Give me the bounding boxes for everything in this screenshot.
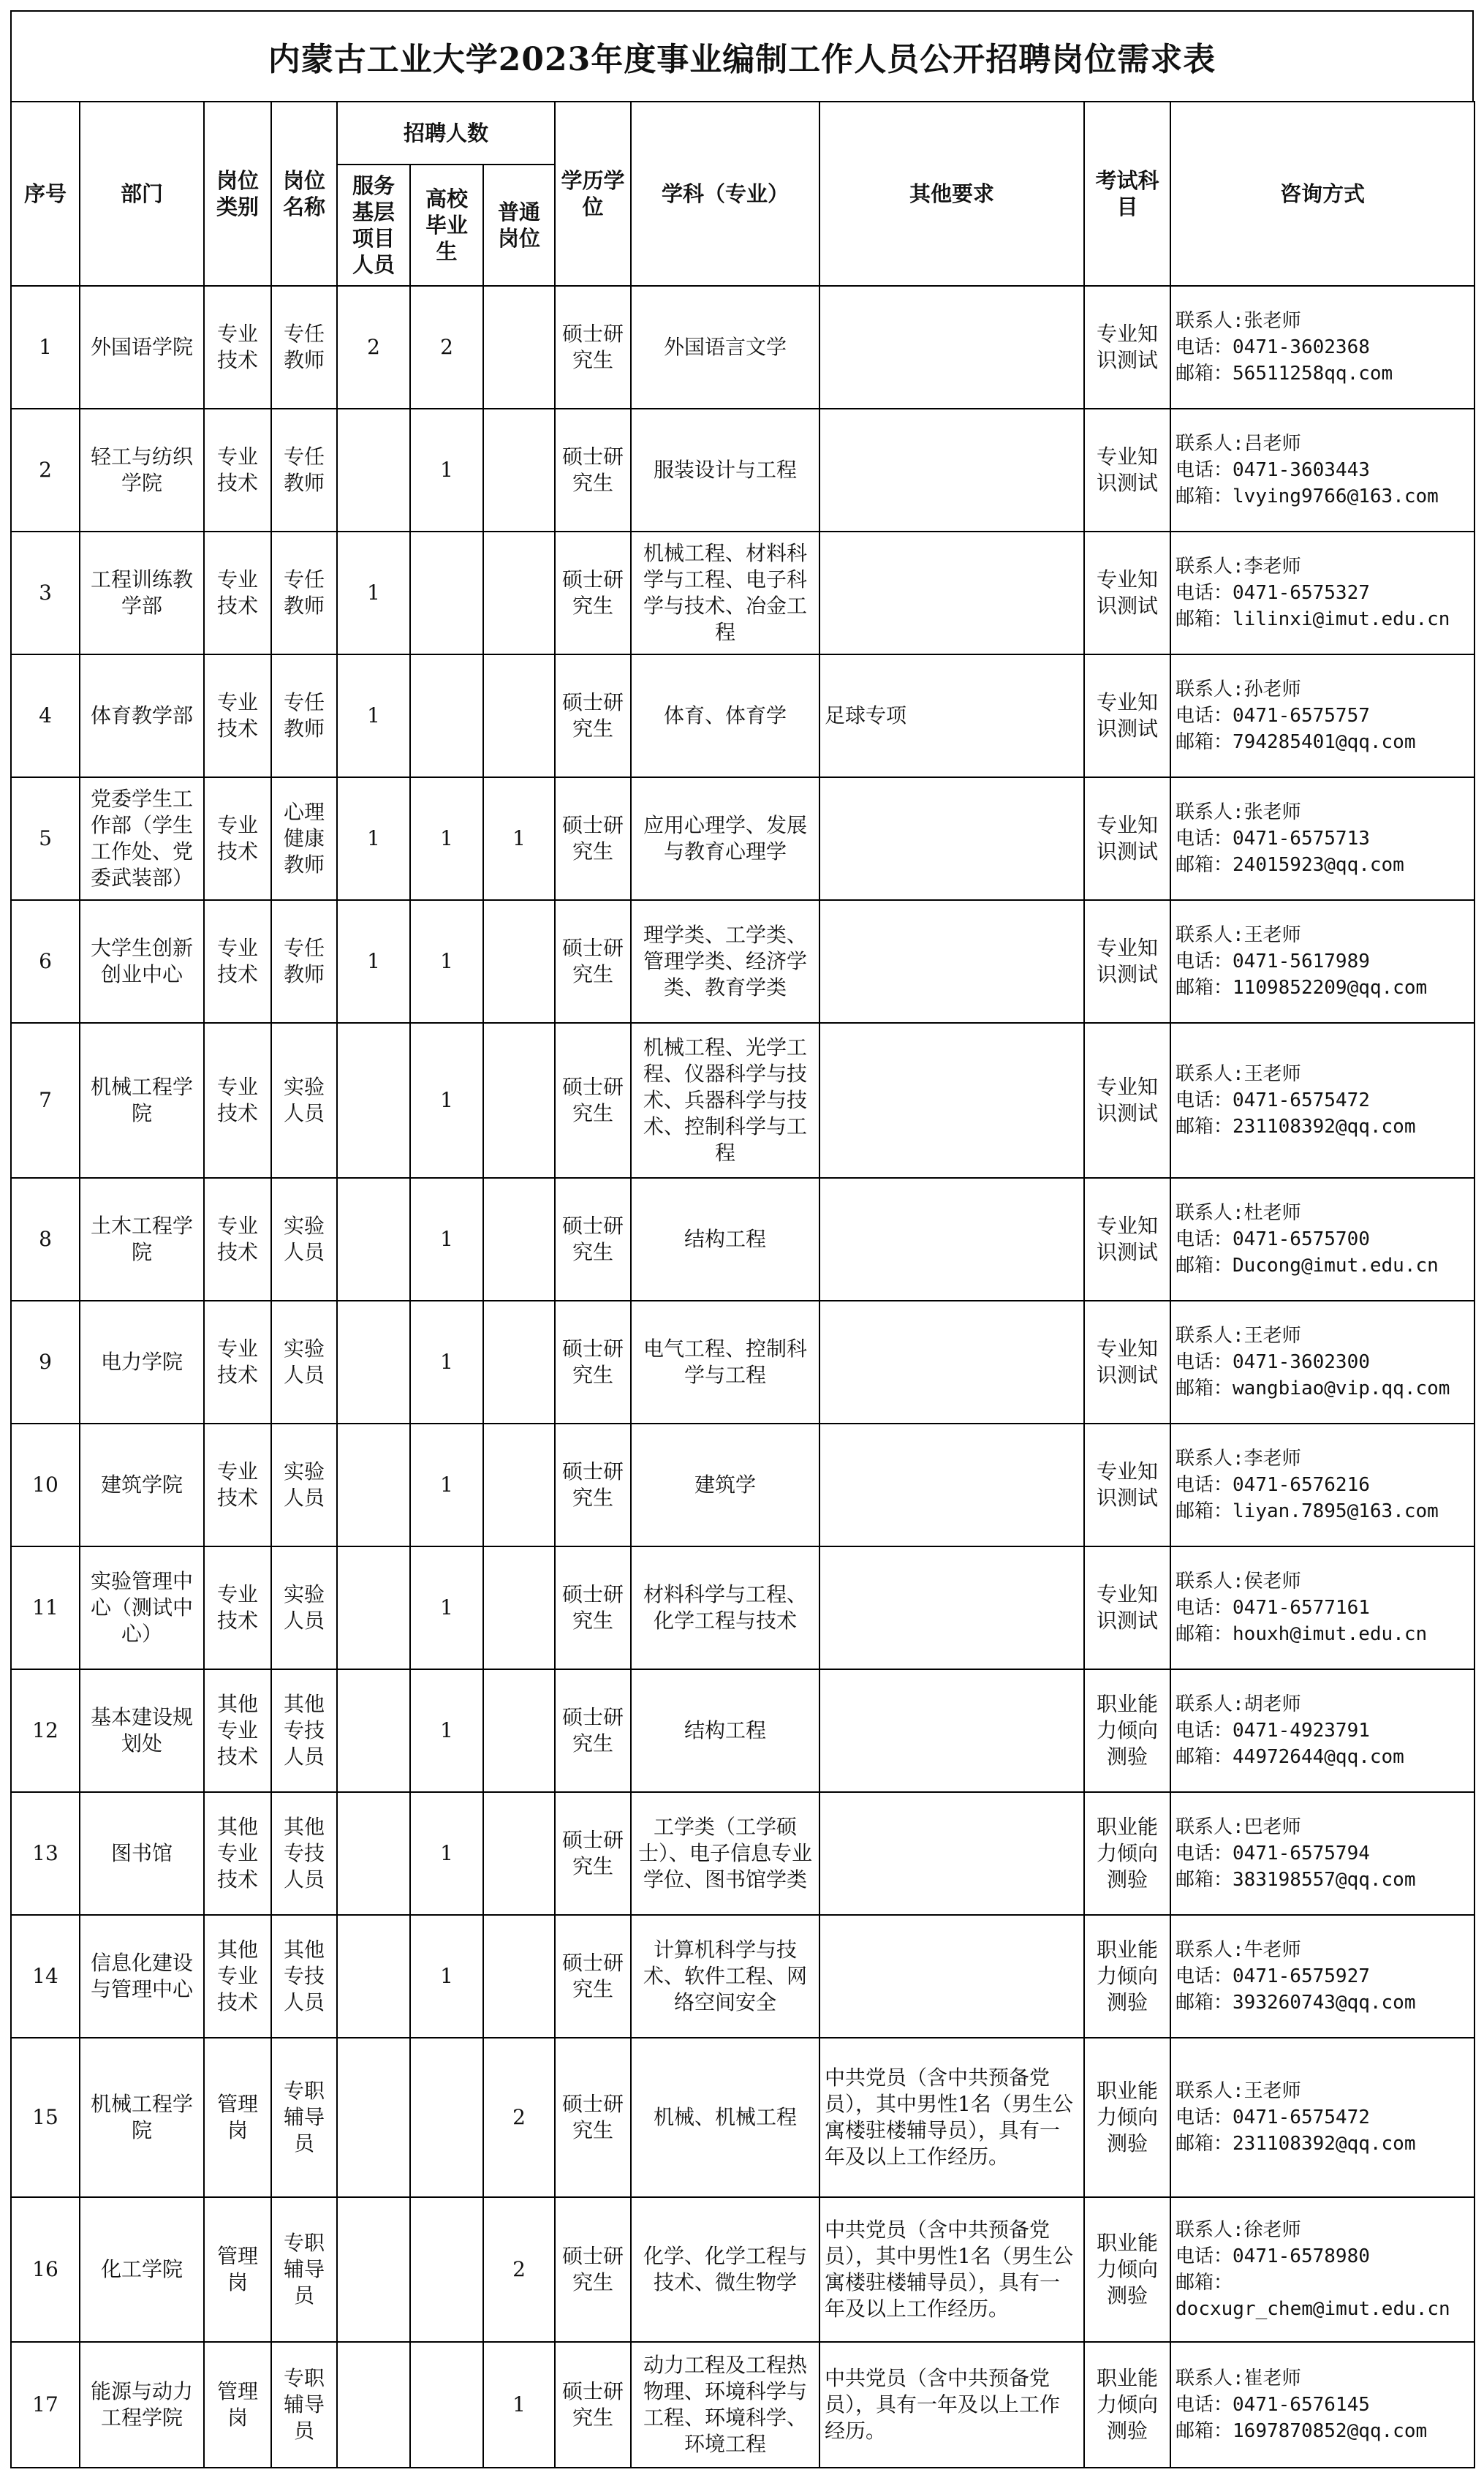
- table-row: [11, 1301, 1474, 1424]
- cell-service: [337, 1178, 410, 1301]
- header-recruit: 招聘人数: [337, 102, 555, 165]
- cell-general: [483, 1178, 555, 1301]
- cell-exam: 专业知识测试: [1084, 532, 1170, 654]
- cell-seq: 17: [11, 2342, 80, 2468]
- cell-grad: [410, 2342, 483, 2468]
- cell-dept: 机械工程学院: [80, 2038, 204, 2197]
- cell-degree: 硕士研究生: [555, 409, 631, 532]
- cell-grad: 1: [410, 1178, 483, 1301]
- cell-general: [483, 654, 555, 777]
- cell-general: 1: [483, 777, 555, 900]
- table-row: [11, 1023, 1474, 1178]
- cell-seq: 5: [11, 777, 80, 900]
- cell-major: 电气工程、控制科学与工程: [631, 1301, 819, 1424]
- cell-category: 其他专业技术: [204, 1915, 271, 2038]
- contact-line: 邮箱：1697870852@qq.com: [1176, 2420, 1428, 2442]
- table-row: [11, 1792, 1474, 1915]
- cell-other: [819, 409, 1084, 532]
- contact-line: 电话：0471-6575327: [1176, 582, 1370, 604]
- cell-seq: 8: [11, 1178, 80, 1301]
- cell-position: 其他专技人员: [271, 1792, 337, 1915]
- cell-grad: 1: [410, 1915, 483, 2038]
- contact-line: 电话：0471-6575472: [1176, 2106, 1370, 2128]
- cell-other: [819, 777, 1084, 900]
- cell-degree: 硕士研究生: [555, 2038, 631, 2197]
- cell-category: 管理岗: [204, 2342, 271, 2468]
- cell-dept: 基本建设规划处: [80, 1669, 204, 1792]
- header-dept: 部门: [80, 102, 204, 286]
- contact-line: 联系人:崔老师: [1176, 2368, 1301, 2389]
- cell-exam: 专业知识测试: [1084, 1023, 1170, 1178]
- contact-line: 电话：0471-6575700: [1176, 1228, 1370, 1250]
- table-row: [11, 654, 1474, 777]
- cell-exam: 职业能力倾向测验: [1084, 1792, 1170, 1915]
- contact-line: 联系人:张老师: [1176, 801, 1301, 823]
- table-row: [11, 286, 1474, 409]
- cell-general: [483, 1424, 555, 1546]
- contact-line: 邮箱：lilinxi@imut.edu.cn: [1176, 608, 1450, 630]
- contact-line: 邮箱：24015923@qq.com: [1176, 854, 1404, 876]
- cell-position: 其他专技人员: [271, 1669, 337, 1792]
- cell-other: [819, 1424, 1084, 1546]
- sheet-title: 内蒙古工业大学2023年度事业编制工作人员公开招聘岗位需求表: [10, 10, 1474, 101]
- cell-other: [819, 1178, 1084, 1301]
- contact-line: 邮箱：383198557@qq.com: [1176, 1869, 1416, 1891]
- cell-major: 结构工程: [631, 1669, 819, 1792]
- cell-grad: [410, 2197, 483, 2342]
- contact-line: 联系人:巴老师: [1176, 1816, 1301, 1838]
- cell-category: 专业技术: [204, 777, 271, 900]
- cell-major: 应用心理学、发展与教育心理学: [631, 777, 819, 900]
- contact-line: 电话：0471-6575927: [1176, 1965, 1370, 1987]
- cell-contact: [1170, 1178, 1474, 1301]
- cell-contact: [1170, 654, 1474, 777]
- cell-degree: 硕士研究生: [555, 1915, 631, 2038]
- header-position: 岗位名称: [271, 102, 337, 286]
- cell-general: [483, 1915, 555, 2038]
- cell-exam: 专业知识测试: [1084, 654, 1170, 777]
- cell-seq: 2: [11, 409, 80, 532]
- cell-exam: 专业知识测试: [1084, 1301, 1170, 1424]
- cell-position: 其他专技人员: [271, 1915, 337, 2038]
- cell-grad: 2: [410, 286, 483, 409]
- cell-dept: 土木工程学院: [80, 1178, 204, 1301]
- header-other: 其他要求: [819, 102, 1084, 286]
- header-degree: 学历学位: [555, 102, 631, 286]
- cell-contact: [1170, 1792, 1474, 1915]
- cell-exam: 职业能力倾向测验: [1084, 1915, 1170, 2038]
- cell-position: 专职辅导员: [271, 2342, 337, 2468]
- cell-exam: 专业知识测试: [1084, 777, 1170, 900]
- cell-category: 专业技术: [204, 286, 271, 409]
- contact-line: 电话：0471-3602368: [1176, 336, 1370, 358]
- cell-other: [819, 532, 1084, 654]
- contact-line: 邮箱：393260743@qq.com: [1176, 1992, 1416, 2014]
- cell-other: [819, 1023, 1084, 1178]
- cell-major: 外国语言文学: [631, 286, 819, 409]
- recruitment-table: [10, 101, 1475, 2468]
- table-row: [11, 1915, 1474, 2038]
- cell-category: 其他专业技术: [204, 1792, 271, 1915]
- contact-line: 电话：0471-6575713: [1176, 828, 1370, 850]
- header-contact: 咨询方式: [1170, 102, 1474, 286]
- cell-contact: [1170, 2038, 1474, 2197]
- cell-contact: [1170, 2342, 1474, 2468]
- contact-line: 电话：0471-6576216: [1176, 1474, 1370, 1496]
- cell-dept: 党委学生工作部（学生工作处、党委武装部）: [80, 777, 204, 900]
- cell-grad: 1: [410, 1424, 483, 1546]
- cell-dept: 机械工程学院: [80, 1023, 204, 1178]
- contact-line: 电话：0471-6575472: [1176, 1089, 1370, 1111]
- cell-category: 其他专业技术: [204, 1669, 271, 1792]
- cell-position: 实验人员: [271, 1424, 337, 1546]
- cell-grad: 1: [410, 1792, 483, 1915]
- cell-position: 专任教师: [271, 654, 337, 777]
- cell-seq: 11: [11, 1546, 80, 1669]
- cell-category: 专业技术: [204, 409, 271, 532]
- cell-position: 专任教师: [271, 409, 337, 532]
- cell-major: 理学类、工学类、管理学类、经济学类、教育学类: [631, 900, 819, 1023]
- table-row: [11, 1669, 1474, 1792]
- cell-seq: 1: [11, 286, 80, 409]
- cell-grad: 1: [410, 1301, 483, 1424]
- cell-seq: 4: [11, 654, 80, 777]
- cell-dept: 建筑学院: [80, 1424, 204, 1546]
- contact-line: 电话：0471-6577161: [1176, 1597, 1370, 1619]
- cell-degree: 硕士研究生: [555, 1178, 631, 1301]
- table-row: [11, 1424, 1474, 1546]
- cell-major: 化学、化学工程与技术、微生物学: [631, 2197, 819, 2342]
- cell-general: [483, 286, 555, 409]
- cell-degree: 硕士研究生: [555, 1301, 631, 1424]
- header-recruit-grad: 高校毕业生: [410, 165, 483, 286]
- cell-dept: 图书馆: [80, 1792, 204, 1915]
- contact-line: 邮箱：231108392@qq.com: [1176, 2133, 1416, 2155]
- cell-category: 专业技术: [204, 1546, 271, 1669]
- cell-category: 专业技术: [204, 1178, 271, 1301]
- table-row: [11, 777, 1474, 900]
- header-recruit-general: 普通岗位: [483, 165, 555, 286]
- cell-degree: 硕士研究生: [555, 654, 631, 777]
- contact-line: 联系人:孙老师: [1176, 679, 1301, 700]
- cell-seq: 10: [11, 1424, 80, 1546]
- contact-line: 邮箱：44972644@qq.com: [1176, 1746, 1404, 1768]
- cell-exam: 职业能力倾向测验: [1084, 1669, 1170, 1792]
- cell-major: 计算机科学与技术、软件工程、网络空间安全: [631, 1915, 819, 2038]
- cell-service: [337, 2038, 410, 2197]
- cell-category: 专业技术: [204, 1023, 271, 1178]
- cell-degree: 硕士研究生: [555, 1424, 631, 1546]
- cell-general: 2: [483, 2038, 555, 2197]
- cell-service: [337, 1023, 410, 1178]
- cell-other: 中共党员（含中共预备党员），其中男性1名（男生公寓楼驻楼辅导员），具有一年及以上工作经历。: [819, 2038, 1084, 2197]
- contact-line: 电话：0471-3602300: [1176, 1351, 1370, 1373]
- cell-other: [819, 286, 1084, 409]
- cell-grad: 1: [410, 1669, 483, 1792]
- cell-exam: 专业知识测试: [1084, 409, 1170, 532]
- cell-contact: [1170, 777, 1474, 900]
- cell-exam: 职业能力倾向测验: [1084, 2197, 1170, 2342]
- table-row: [11, 532, 1474, 654]
- cell-general: [483, 900, 555, 1023]
- contact-line: 联系人:侯老师: [1176, 1571, 1301, 1592]
- cell-service: [337, 1424, 410, 1546]
- cell-category: 专业技术: [204, 1301, 271, 1424]
- cell-major: 服装设计与工程: [631, 409, 819, 532]
- contact-line: 联系人:张老师: [1176, 310, 1301, 332]
- cell-seq: 9: [11, 1301, 80, 1424]
- cell-position: 实验人员: [271, 1546, 337, 1669]
- table-row: [11, 2197, 1474, 2342]
- cell-general: [483, 1669, 555, 1792]
- cell-service: [337, 1915, 410, 2038]
- contact-line: 电话：0471-3603443: [1176, 459, 1370, 481]
- cell-general: [483, 1546, 555, 1669]
- contact-line: 电话：0471-6576145: [1176, 2394, 1370, 2416]
- cell-degree: 硕士研究生: [555, 1546, 631, 1669]
- cell-dept: 体育教学部: [80, 654, 204, 777]
- cell-general: [483, 1792, 555, 1915]
- contact-line: 邮箱：56511258qq.com: [1176, 363, 1393, 385]
- cell-major: 体育、体育学: [631, 654, 819, 777]
- cell-exam: 专业知识测试: [1084, 900, 1170, 1023]
- contact-line: 电话：0471-6578980: [1176, 2245, 1370, 2267]
- cell-contact: [1170, 1669, 1474, 1792]
- cell-other: [819, 1792, 1084, 1915]
- cell-general: [483, 1023, 555, 1178]
- contact-line: 电话：0471-6575757: [1176, 705, 1370, 727]
- cell-dept: 能源与动力工程学院: [80, 2342, 204, 2468]
- cell-position: 实验人员: [271, 1023, 337, 1178]
- cell-position: 专任教师: [271, 532, 337, 654]
- cell-exam: 专业知识测试: [1084, 1546, 1170, 1669]
- contact-line: 联系人:王老师: [1176, 924, 1301, 946]
- contact-line: 联系人:李老师: [1176, 1448, 1301, 1470]
- cell-service: [337, 1669, 410, 1792]
- cell-dept: 信息化建设与管理中心: [80, 1915, 204, 2038]
- table-row: [11, 2038, 1474, 2197]
- cell-grad: [410, 2038, 483, 2197]
- cell-grad: 1: [410, 1546, 483, 1669]
- table-row: [11, 1546, 1474, 1669]
- cell-seq: 7: [11, 1023, 80, 1178]
- cell-grad: 1: [410, 1023, 483, 1178]
- cell-contact: [1170, 1424, 1474, 1546]
- cell-major: 机械、机械工程: [631, 2038, 819, 2197]
- cell-degree: 硕士研究生: [555, 900, 631, 1023]
- cell-service: 1: [337, 532, 410, 654]
- cell-service: [337, 1301, 410, 1424]
- cell-seq: 12: [11, 1669, 80, 1792]
- cell-dept: 工程训练教学部: [80, 532, 204, 654]
- cell-service: [337, 1792, 410, 1915]
- cell-exam: 专业知识测试: [1084, 286, 1170, 409]
- cell-seq: 3: [11, 532, 80, 654]
- cell-grad: 1: [410, 900, 483, 1023]
- cell-position: 专职辅导员: [271, 2038, 337, 2197]
- cell-dept: 大学生创新创业中心: [80, 900, 204, 1023]
- cell-major: 机械工程、材料科学与工程、电子科学与技术、冶金工程: [631, 532, 819, 654]
- cell-dept: 实验管理中心（测试中心）: [80, 1546, 204, 1669]
- cell-position: 专任教师: [271, 900, 337, 1023]
- header-recruit-service: 服务基层项目人员: [337, 165, 410, 286]
- contact-line: 邮箱：wangbiao@vip.qq.com: [1176, 1378, 1450, 1399]
- contact-line: 联系人:吕老师: [1176, 433, 1301, 455]
- table-row: [11, 409, 1474, 532]
- cell-degree: 硕士研究生: [555, 1669, 631, 1792]
- contact-line: 电话：0471-5617989: [1176, 951, 1370, 972]
- cell-dept: 电力学院: [80, 1301, 204, 1424]
- cell-other: 中共党员（含中共预备党员），其中男性1名（男生公寓楼驻楼辅导员），具有一年及以上工作经历。: [819, 2197, 1084, 2342]
- cell-contact: [1170, 409, 1474, 532]
- contact-line: 联系人:牛老师: [1176, 1939, 1301, 1961]
- table-row: [11, 1178, 1474, 1301]
- cell-general: [483, 532, 555, 654]
- contact-line: docxugr_chem@imut.edu.cn: [1176, 2298, 1450, 2320]
- cell-general: [483, 1301, 555, 1424]
- cell-service: [337, 2197, 410, 2342]
- cell-seq: 15: [11, 2038, 80, 2197]
- contact-line: 电话：0471-4923791: [1176, 1720, 1370, 1742]
- cell-degree: 硕士研究生: [555, 2342, 631, 2468]
- contact-line: 联系人:李老师: [1176, 556, 1301, 578]
- cell-exam: 职业能力倾向测验: [1084, 2038, 1170, 2197]
- cell-major: 结构工程: [631, 1178, 819, 1301]
- cell-contact: [1170, 1546, 1474, 1669]
- cell-exam: 专业知识测试: [1084, 1424, 1170, 1546]
- cell-category: 管理岗: [204, 2197, 271, 2342]
- cell-other: 足球专项: [819, 654, 1084, 777]
- cell-position: 专职辅导员: [271, 2197, 337, 2342]
- cell-contact: [1170, 900, 1474, 1023]
- contact-line: 邮箱：liyan.7895@163.com: [1176, 1500, 1439, 1522]
- recruitment-sheet: [10, 10, 1474, 2468]
- cell-contact: [1170, 2197, 1474, 2342]
- cell-degree: 硕士研究生: [555, 1023, 631, 1178]
- cell-position: 实验人员: [271, 1178, 337, 1301]
- cell-degree: 硕士研究生: [555, 532, 631, 654]
- contact-line: 邮箱：houxh@imut.edu.cn: [1176, 1623, 1428, 1645]
- cell-major: 材料科学与工程、化学工程与技术: [631, 1546, 819, 1669]
- cell-contact: [1170, 1301, 1474, 1424]
- contact-line: 邮箱：231108392@qq.com: [1176, 1116, 1416, 1138]
- cell-category: 专业技术: [204, 654, 271, 777]
- cell-category: 专业技术: [204, 900, 271, 1023]
- cell-category: 管理岗: [204, 2038, 271, 2197]
- cell-position: 心理健康教师: [271, 777, 337, 900]
- contact-line: 联系人:胡老师: [1176, 1693, 1301, 1715]
- cell-other: [819, 900, 1084, 1023]
- cell-major: 动力工程及工程热物理、环境科学与工程、环境科学、环境工程: [631, 2342, 819, 2468]
- cell-seq: 16: [11, 2197, 80, 2342]
- cell-contact: [1170, 532, 1474, 654]
- cell-contact: [1170, 286, 1474, 409]
- contact-line: 邮箱：Ducong@imut.edu.cn: [1176, 1255, 1439, 1277]
- cell-category: 专业技术: [204, 532, 271, 654]
- cell-grad: [410, 532, 483, 654]
- contact-line: 联系人:王老师: [1176, 2080, 1301, 2102]
- header-category: 岗位类别: [204, 102, 271, 286]
- cell-service: [337, 2342, 410, 2468]
- cell-position: 实验人员: [271, 1301, 337, 1424]
- cell-general: 1: [483, 2342, 555, 2468]
- contact-line: 邮箱：: [1176, 2272, 1233, 2294]
- cell-other: [819, 1669, 1084, 1792]
- cell-service: [337, 1546, 410, 1669]
- cell-other: 中共党员（含中共预备党员），具有一年及以上工作经历。: [819, 2342, 1084, 2468]
- table-row: [11, 2342, 1474, 2468]
- cell-seq: 6: [11, 900, 80, 1023]
- contact-line: 联系人:王老师: [1176, 1063, 1301, 1085]
- cell-service: 1: [337, 654, 410, 777]
- header-exam: 考试科目: [1084, 102, 1170, 286]
- cell-dept: 轻工与纺织学院: [80, 409, 204, 532]
- cell-grad: 1: [410, 409, 483, 532]
- contact-line: 邮箱：794285401@qq.com: [1176, 731, 1416, 753]
- cell-degree: 硕士研究生: [555, 1792, 631, 1915]
- cell-grad: 1: [410, 777, 483, 900]
- cell-other: [819, 1546, 1084, 1669]
- cell-other: [819, 1301, 1084, 1424]
- cell-exam: 职业能力倾向测验: [1084, 2342, 1170, 2468]
- cell-seq: 13: [11, 1792, 80, 1915]
- cell-major: 机械工程、光学工程、仪器科学与技术、兵器科学与技术、控制科学与工程: [631, 1023, 819, 1178]
- cell-degree: 硕士研究生: [555, 2197, 631, 2342]
- header-major: 学科（专业）: [631, 102, 819, 286]
- cell-degree: 硕士研究生: [555, 286, 631, 409]
- cell-general: 2: [483, 2197, 555, 2342]
- contact-line: 邮箱：lvying9766@163.com: [1176, 485, 1439, 507]
- cell-service: [337, 409, 410, 532]
- cell-major: 建筑学: [631, 1424, 819, 1546]
- contact-line: 联系人:杜老师: [1176, 1202, 1301, 1224]
- table-row: [11, 900, 1474, 1023]
- cell-major: 工学类（工学硕士）、电子信息专业学位、图书馆学类: [631, 1792, 819, 1915]
- cell-position: 专任教师: [271, 286, 337, 409]
- cell-dept: 化工学院: [80, 2197, 204, 2342]
- cell-category: 专业技术: [204, 1424, 271, 1546]
- header-seq: 序号: [11, 102, 80, 286]
- cell-seq: 14: [11, 1915, 80, 2038]
- contact-line: 联系人:王老师: [1176, 1325, 1301, 1347]
- cell-service: 1: [337, 900, 410, 1023]
- contact-line: 电话：0471-6575794: [1176, 1843, 1370, 1864]
- cell-dept: 外国语学院: [80, 286, 204, 409]
- cell-grad: [410, 654, 483, 777]
- cell-contact: [1170, 1023, 1474, 1178]
- cell-general: [483, 409, 555, 532]
- contact-line: 邮箱：1109852209@qq.com: [1176, 977, 1428, 999]
- cell-contact: [1170, 1915, 1474, 2038]
- contact-line: 联系人:徐老师: [1176, 2219, 1301, 2241]
- cell-service: 2: [337, 286, 410, 409]
- cell-exam: 专业知识测试: [1084, 1178, 1170, 1301]
- cell-other: [819, 1915, 1084, 2038]
- cell-degree: 硕士研究生: [555, 777, 631, 900]
- cell-service: 1: [337, 777, 410, 900]
